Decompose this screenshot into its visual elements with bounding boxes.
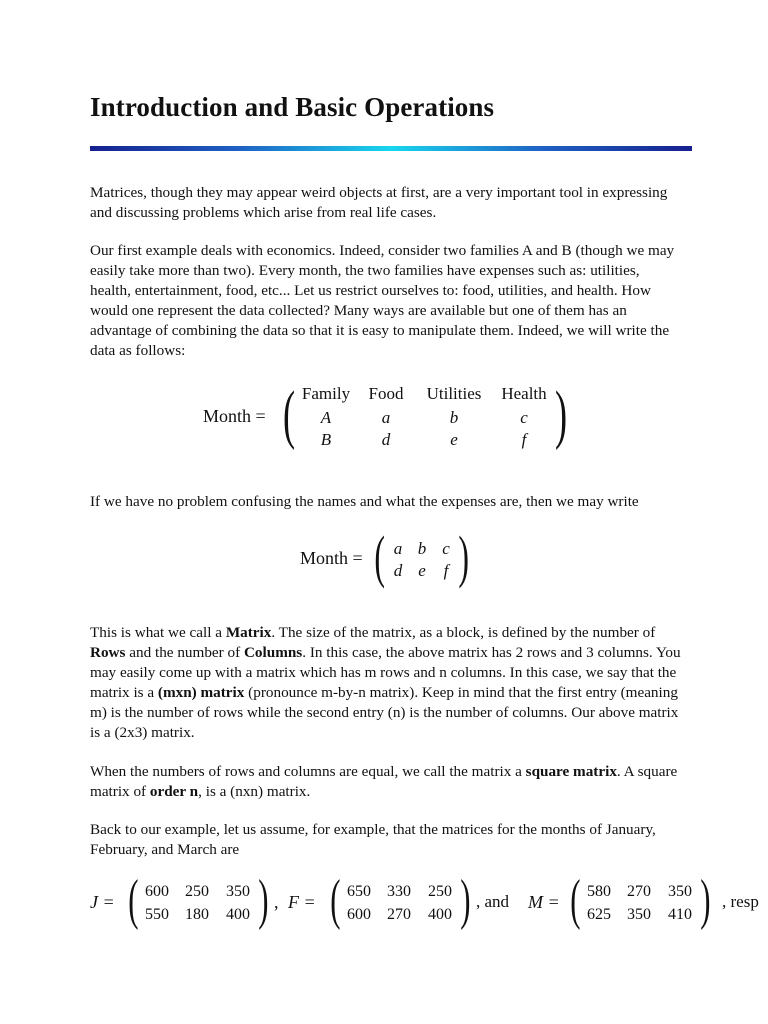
square-matrix-paragraph <box>90 762 682 802</box>
simplified-matrix-paragraph: If we have no problem confusing the names and what the expenses are, then we may write <box>90 493 639 510</box>
and-connector: , and <box>476 892 510 911</box>
matrix-cell: 410 <box>668 906 692 923</box>
matrix-label: Month = <box>203 406 266 426</box>
matrix-cell: 400 <box>428 906 452 923</box>
trailing-text: , resp <box>722 892 759 911</box>
bold-term: Matrix <box>225 624 272 641</box>
matrix-cell: a <box>381 408 391 427</box>
matrix-header: Food <box>368 384 404 403</box>
matrix-definition-paragraph <box>90 623 682 743</box>
matrix-label: Month = <box>300 548 363 568</box>
matrix-cell: c <box>520 408 528 427</box>
text-run: . The size of the matrix, as a block, is defined by the number of <box>271 624 656 641</box>
left-paren: ( <box>128 869 139 931</box>
matrix-cell: 350 <box>668 883 692 900</box>
right-paren: ) <box>460 869 471 931</box>
simplified-month-matrix <box>298 524 473 589</box>
matrix-cell: 330 <box>387 883 411 900</box>
matrix-cell: A <box>320 408 332 427</box>
right-paren: ) <box>554 378 568 451</box>
matrix-cell: d <box>393 561 403 580</box>
matrix-cell: B <box>320 430 332 449</box>
bold-term: Columns <box>243 644 303 661</box>
text-run: . In this case, the above matrix has 2 rows and 3 columns. You may easily come up with a matrix which has m rows and n columns. In this case, we say that the matrix is a <box>90 644 681 701</box>
matrix-cell: 400 <box>226 906 250 923</box>
matrix-cell: 600 <box>145 883 169 900</box>
matrix-cell: d <box>381 430 391 449</box>
text-run: This is what we call a <box>90 624 226 641</box>
left-paren: ( <box>570 869 581 931</box>
matrix-label: J = <box>90 892 115 912</box>
economics-example-paragraph: Our first example deals with economics. Indeed, consider two families A and B (though we may easily take more than two). Every month, the two families have expenses such as: utilities, health, entertainment, food, etc... Let us restrict ourselves to: food, utilities, and health. How would one represent the data collected? Many ways are available but one of them has an advantage of combining the data so that it is easy to manipulate them. Indeed, we will write the data as follows: <box>90 242 675 359</box>
matrix-label: M = <box>528 892 560 912</box>
matrix-cell: e <box>450 430 458 449</box>
matrix-cell: 650 <box>347 883 371 900</box>
matrix-cell: 550 <box>145 906 169 923</box>
matrix-cell: b <box>417 539 427 558</box>
matrix-cell: 270 <box>627 883 651 900</box>
monthly-example-paragraph: Back to our example, let us assume, for example, that the matrices for the months of January, February, and March are <box>90 821 656 858</box>
right-paren: ) <box>700 869 711 931</box>
matrix-cell: 270 <box>387 906 411 923</box>
matrix-cell: a <box>393 539 403 558</box>
matrix-cell: 350 <box>627 906 651 923</box>
matrix-cell: 600 <box>347 906 371 923</box>
page-title: Introduction and Basic Operations <box>90 92 495 122</box>
left-paren: ( <box>374 524 385 589</box>
comma-separator: , <box>274 892 279 912</box>
text-run: (pronounce m-by-n matrix). Keep in mind that the first entry (meaning m) is the number of rows while the second entry (n) is the number of columns. Our above matrix is a (2x3) matrix. <box>90 684 679 741</box>
text-run: When the numbers of rows and columns are equal, we call the matrix a <box>90 763 526 780</box>
matrix-cell: b <box>449 408 459 427</box>
matrix-header: Family <box>301 384 351 403</box>
matrix-header: Utilities <box>426 384 482 403</box>
matrix-cell: 625 <box>587 906 611 923</box>
bold-term: order n <box>149 783 199 800</box>
matrix-cell: f <box>443 561 449 580</box>
text-run: and the number of <box>125 644 244 661</box>
matrix-cell: e <box>418 561 426 580</box>
matrix-cell: c <box>442 539 450 558</box>
matrix-cell: 250 <box>428 883 452 900</box>
title-divider <box>90 146 692 151</box>
bold-term: square matrix <box>525 763 617 780</box>
matrix-header: Health <box>501 384 547 403</box>
left-paren: ( <box>282 378 296 451</box>
right-paren: ) <box>258 869 269 931</box>
left-paren: ( <box>330 869 341 931</box>
bold-term: (mxn) matrix <box>157 684 245 701</box>
family-expense-matrix <box>200 380 570 460</box>
matrix-cell: 250 <box>185 883 209 900</box>
matrix-cell: 350 <box>226 883 250 900</box>
matrix-cell: 180 <box>185 906 209 923</box>
bold-term: Rows <box>90 644 126 661</box>
matrix-cell: f <box>521 430 527 449</box>
right-paren: ) <box>458 524 469 589</box>
matrix-label: F = <box>288 892 316 912</box>
matrix-cell: 580 <box>587 883 611 900</box>
intro-paragraph: Matrices, though they may appear weird objects at first, are a very important tool in expressing and discussing problems which arise from real life cases. <box>90 184 668 221</box>
monthly-matrices <box>88 869 768 936</box>
text-run: , is a (nxn) matrix. <box>198 783 311 800</box>
text-run: . A square matrix of <box>90 763 678 800</box>
